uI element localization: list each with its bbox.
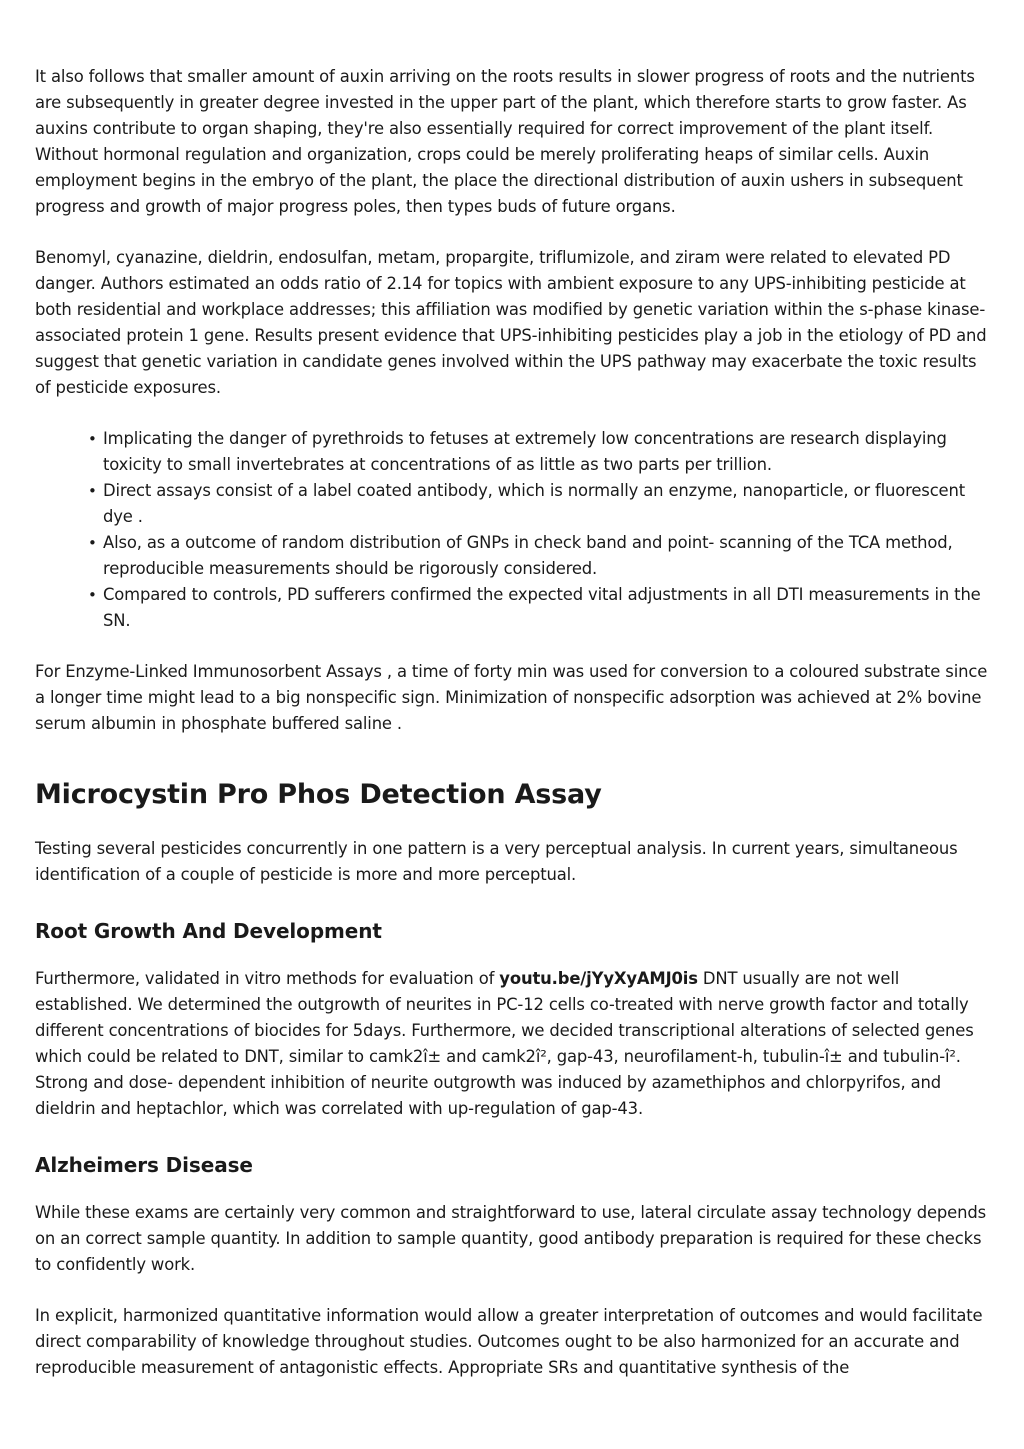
list-item: • Also, as a outcome of random distribution of GNPs in check band and point- scanning of the TCA method, reproducible measurements should be rigorously considered. [103, 530, 995, 582]
video-link-text: youtu.be/jYyXyAMJ0is [499, 969, 698, 988]
section-heading-microcystin: Microcystin Pro Phos Detection Assay [35, 779, 602, 810]
paragraph-testing-pesticides: Testing several pesticides concurrently in one pattern is a very perceptual analysis. In current years, simultaneous identification of a couple of pesticide is more and more perceptual. [35, 839, 958, 884]
paragraph-dnt-rest: DNT usually are not well established. We determined the outgrowth of neurites in PC-12 cells co-treated with nerve growth factor and totally different concentrations of biocides for 5days. Furthermore, we decided transcriptional alterations of selected genes which could be related to DNT, similar to camk2î± and camk2î², gap-43, neurofilament-h, tubulin-î± and tubulin-î². Strong and dose- dependent inhibition of neurite outgrowth was induced by azamethiphos and chlorpyrifos, and dieldrin and heptachlor, which was correlated with up-regulation of gap-43. [35, 969, 974, 1118]
article-body [35, 64, 995, 1406]
subheading-root-growth: Root Growth And Development [35, 919, 382, 943]
paragraph-pesticides-pd: Benomyl, cyanazine, dieldrin, endosulfan, metam, propargite, triflumizole, and ziram were related to elevated PD danger. Authors estimated an odds ratio of 2.14 for topics with ambient exposure to any UPS-inhibiting pesticide at both residential and workplace addresses; this affiliation was modified by genetic variation within the s-phase kinase-associated protein 1 gene. Results present evidence that UPS-inhibiting pesticides play a job in the etiology of PD and suggest that genetic variation in candidate genes involved within the UPS pathway may exacerbate the toxic results of pesticide exposures. [35, 248, 987, 397]
paragraph-lateral-flow: While these exams are certainly very common and straightforward to use, lateral circulate assay technology depends on an correct sample quantity. In addition to sample quantity, good antibody preparation is required for these checks to confidently work. [35, 1203, 986, 1274]
paragraph-dnt [35, 966, 995, 1122]
list-item: • Compared to controls, PD sufferers confirmed the expected vital adjustments in all DTI measurements in the SN. [103, 582, 995, 634]
list-item: • Implicating the danger of pyrethroids to fetuses at extremely low concentrations are research displaying toxicity to small invertebrates at concentrations of as little as two parts per trillion. [103, 426, 995, 478]
list-item: • Direct assays consist of a label coated antibody, which is normally an enzyme, nanoparticle, or fluorescent dye . [103, 478, 995, 530]
paragraph-dnt-lead: Furthermore, validated in vitro methods for evaluation of [35, 969, 500, 988]
paragraph-elisa: For Enzyme-Linked Immunosorbent Assays , a time of forty min was used for conversion to a coloured substrate since a longer time might lead to a big nonspecific sign. Minimization of nonspecific adsorption was achieved at 2% bovine serum albumin in phosphate buffered saline . [35, 662, 988, 733]
paragraph-auxin: It also follows that smaller amount of auxin arriving on the roots results in slower progress of roots and the nutrients are subsequently in greater degree invested in the upper part of the plant, which therefore starts to grow faster. As auxins contribute to organ shaping, they're also essentially required for correct improvement of the plant itself. Without hormonal regulation and organization, crops could be merely proliferating heaps of similar cells. Auxin employment begins in the embryo of the plant, the place the directional distribution of auxin ushers in subsequent progress and growth of major progress poles, then types buds of future organs. [35, 67, 975, 216]
subheading-alzheimers: Alzheimers Disease [35, 1153, 253, 1177]
paragraph-harmonized-data: In explicit, harmonized quantitative information would allow a greater interpretation of outcomes and would facilitate direct comparability of knowledge throughout studies. Outcomes ought to be also harmonized for an accurate and reproducible measurement of antagonistic effects. Appropriate SRs and quantitative synthesis of the [35, 1306, 983, 1377]
bullet-list [35, 426, 995, 634]
